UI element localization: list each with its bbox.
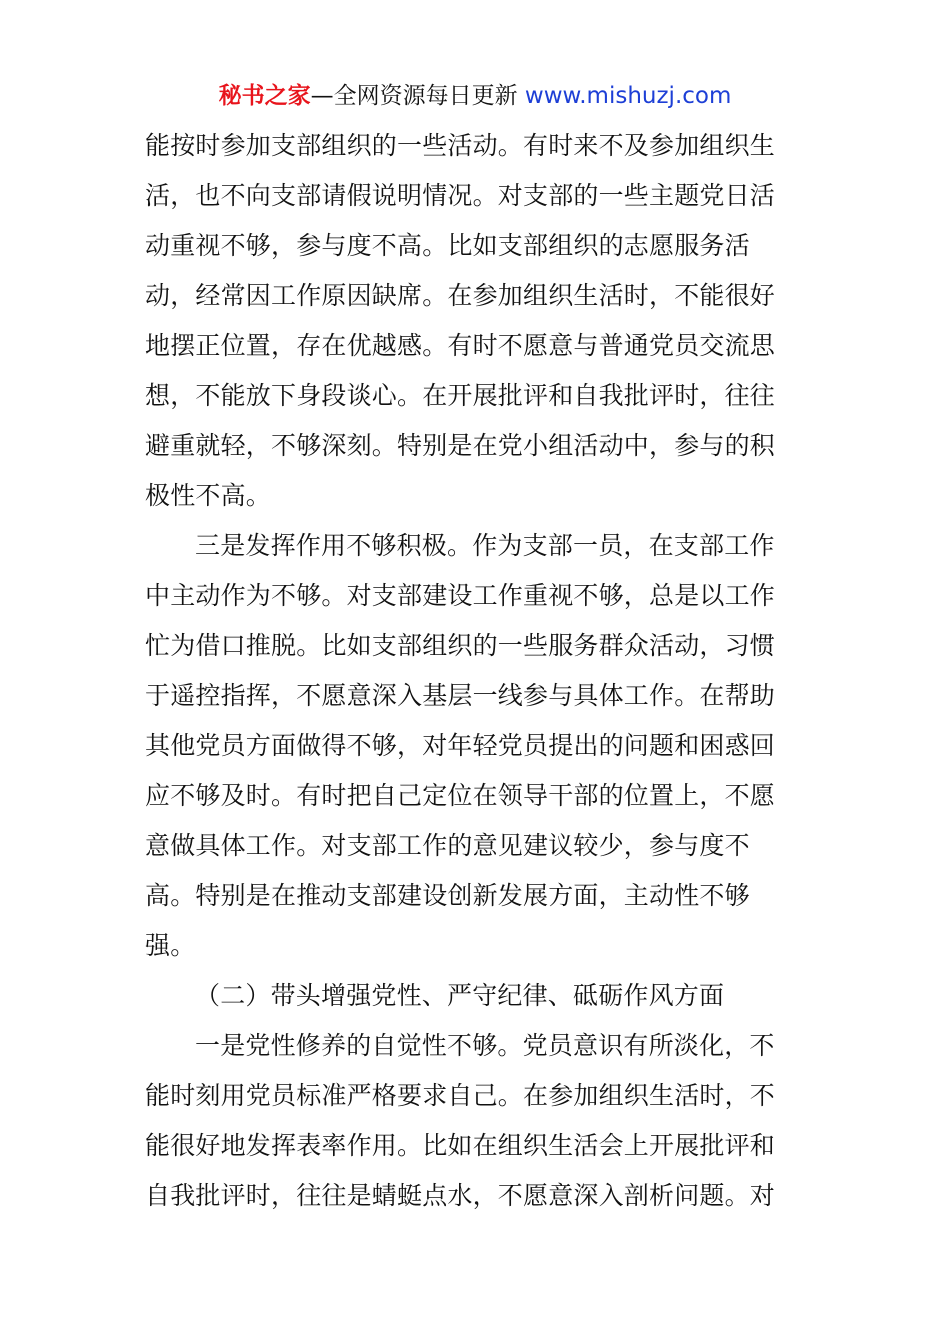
text-line: 地摆正位置，存在优越感。有时不愿意与普通党员交流思: [145, 331, 776, 360]
text-line: 能时刻用党员标准严格要求自己。在参加组织生活时，不: [145, 1081, 776, 1110]
text-line: 于遥控指挥，不愿意深入基层一线参与具体工作。在帮助: [145, 681, 776, 710]
text-line: 动，经常因工作原因缺席。在参加组织生活时，不能很好: [145, 281, 776, 310]
text-line: 高。特别是在推动支部建设创新发展方面，主动性不够: [145, 881, 750, 910]
text-line: 一是党性修养的自觉性不够。党员意识有所淡化，不: [195, 1031, 775, 1060]
page-header: [0, 80, 950, 112]
header-url-link[interactable]: www.mishuzj.com: [524, 83, 732, 109]
text-line: 想，不能放下身段谈心。在开展批评和自我批评时，往往: [145, 381, 776, 410]
text-line: 活，也不向支部请假说明情况。对支部的一些主题党日活: [145, 181, 776, 210]
brand-name: 秘书之家: [218, 83, 311, 109]
text-line: 强。: [145, 931, 196, 960]
text-line: 三是发挥作用不够积极。作为支部一员，在支部工作: [195, 531, 775, 560]
text-line: 自我批评时，往往是蜻蜓点水，不愿意深入剖析问题。对: [145, 1181, 776, 1210]
text-line: 中主动作为不够。对支部建设工作重视不够，总是以工作: [145, 581, 776, 610]
text-line: 能按时参加支部组织的一些活动。有时来不及参加组织生: [145, 131, 776, 160]
text-line: 极性不高。: [145, 481, 272, 510]
text-line: 应不够及时。有时把自己定位在领导干部的位置上，不愿: [145, 781, 776, 810]
text-line: （二）带头增强党性、严守纪律、砥砺作风方面: [195, 981, 725, 1010]
document-body: [145, 121, 810, 1221]
text-line: 忙为借口推脱。比如支部组织的一些服务群众活动，习惯: [145, 631, 776, 660]
text-line: 能很好地发挥表率作用。比如在组织生活会上开展批评和: [145, 1131, 776, 1160]
text-line: 意做具体工作。对支部工作的意见建议较少，参与度不: [145, 831, 750, 860]
text-line: 避重就轻，不够深刻。特别是在党小组活动中，参与的积: [145, 431, 776, 460]
text-line: 动重视不够，参与度不高。比如支部组织的志愿服务活: [145, 231, 750, 260]
header-tagline: —全网资源每日更新: [310, 83, 518, 109]
text-line: 其他党员方面做得不够，对年轻党员提出的问题和困惑回: [145, 731, 776, 760]
